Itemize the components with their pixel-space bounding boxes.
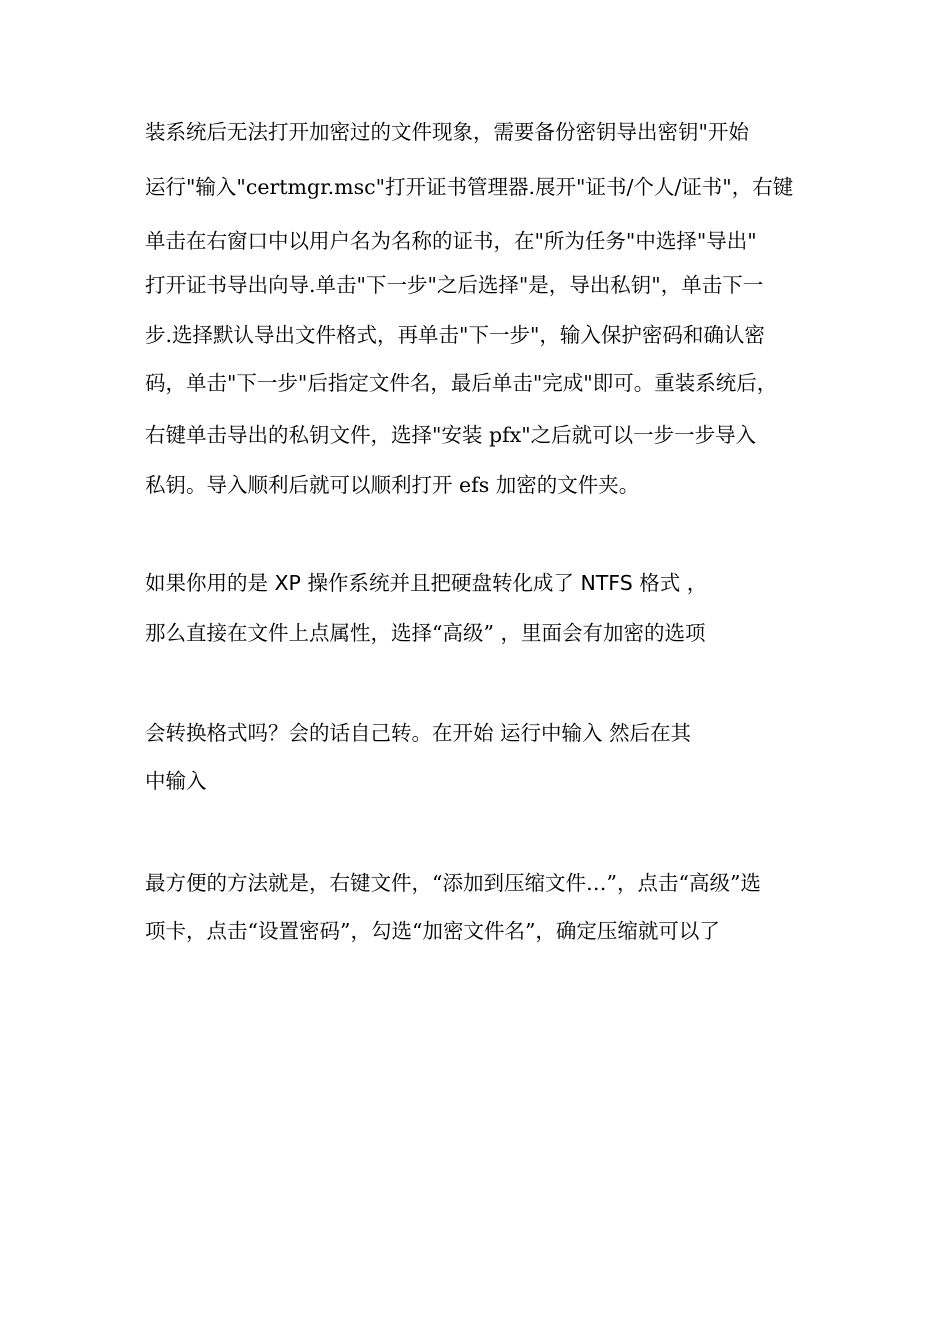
- paragraph-line: 会转换格式吗？会的话自己转。在开始 运行中输入 然后在其: [145, 721, 692, 745]
- paragraph-line: 如果你用的是 XP 操作系统并且把硬盘转化成了 NTFS 格式 ，: [145, 571, 708, 595]
- paragraph-line: 那么直接在文件上点属性，选择“高级” ，里面会有加密的选项: [145, 621, 706, 645]
- paragraph-line: 单击在右窗口中以用户名为名称的证书，在"所为任务"中选择"导出": [145, 229, 757, 253]
- paragraph-line: 码，单击"下一步"后指定文件名，最后单击"完成"即可。重装系统后，: [145, 371, 778, 395]
- paragraph-line: 项卡，点击“设置密码”，勾选“加密文件名”，确定压缩就可以了: [145, 919, 720, 943]
- paragraph-line: 运行"输入"certmgr.msc"打开证书管理器.展开"证书/个人/证书"，右键: [145, 175, 794, 199]
- paragraph-line: 中输入: [145, 769, 207, 793]
- paragraph-line: 右键单击导出的私钥文件，选择"安装 pfx"之后就可以一步一步导入: [145, 423, 757, 447]
- paragraph-line: 步.选择默认导出文件格式，再单击"下一步"，输入保护密码和确认密: [145, 323, 765, 347]
- paragraph-line: 私钥。导入顺利后就可以顺利打开 efs 加密的文件夹。: [145, 473, 640, 497]
- paragraph-line: 装系统后无法打开加密过的文件现象，需要备份密钥导出密钥"开始: [145, 120, 749, 144]
- paragraph-line: 最方便的方法就是，右键文件，“添加到压缩文件…”，点击“高级”选: [145, 871, 761, 895]
- paragraph-line: 打开证书导出向导.单击"下一步"之后选择"是，导出私钥"，单击下一: [145, 273, 764, 297]
